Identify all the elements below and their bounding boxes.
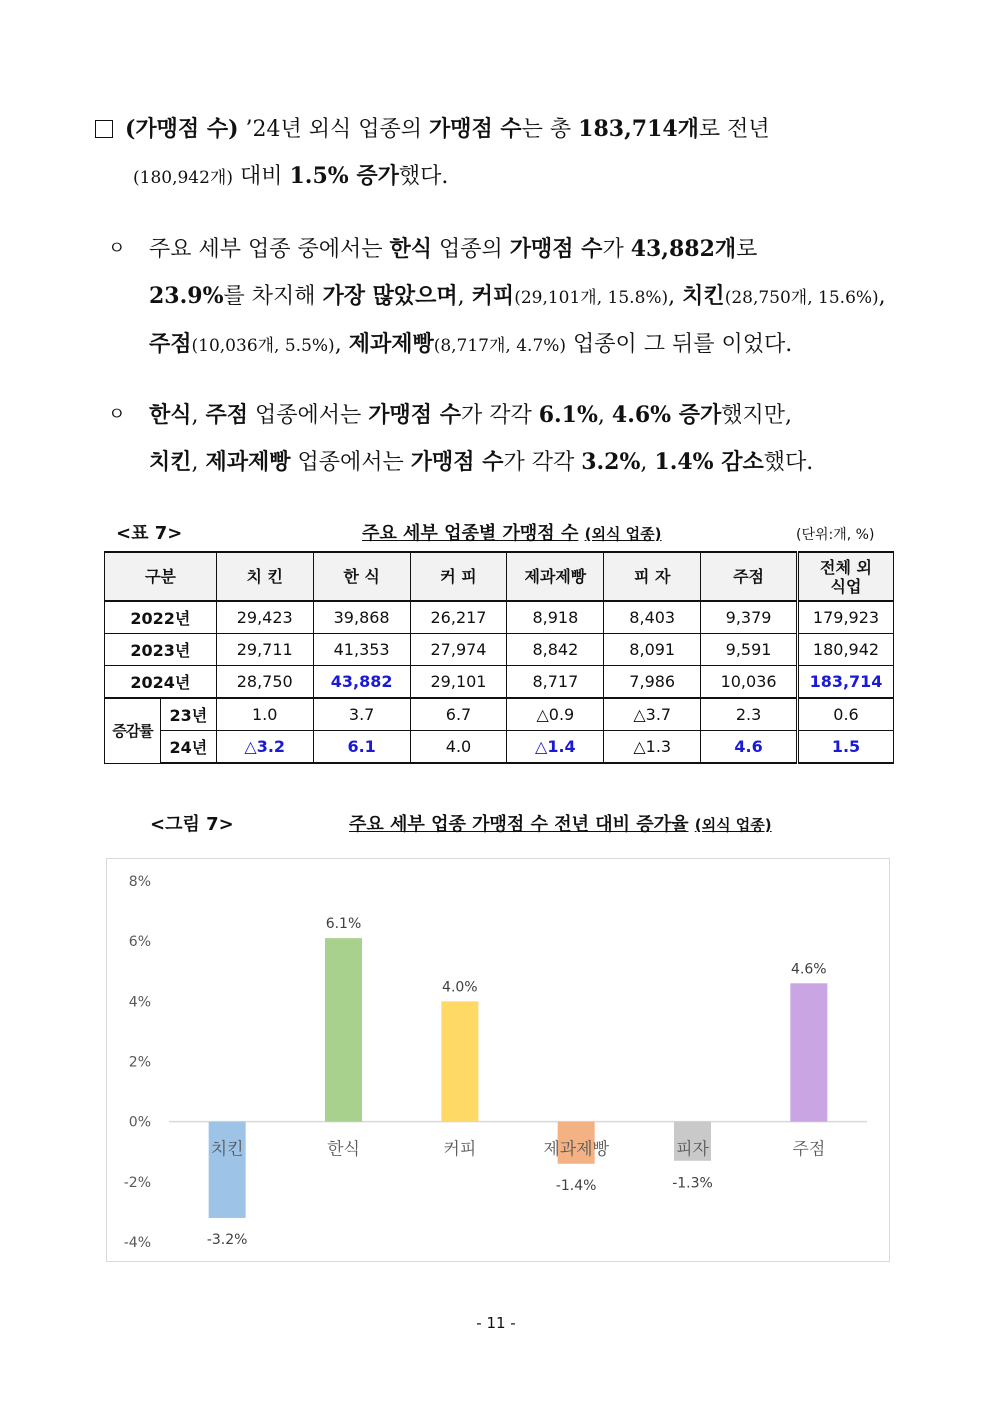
y-tick-label: 8% [128,874,151,890]
table-unit: (단위:개, %) [796,527,875,543]
header-cell: 커 피 [410,552,507,601]
category-label: 주점 [792,1139,826,1160]
data-label: 4.6% [791,961,827,978]
data-label: -1.4% [555,1177,597,1194]
growth-label: 증감률 [105,698,161,763]
table-label: <표 7> [116,523,183,544]
header-cell: 한 식 [313,552,410,601]
y-tick-label: 4% [128,994,151,1011]
table-row: 2024년 28,750 43,882 29,101 8,717 7,986 10,036 183,714 [105,666,894,699]
bullet1-text: 주요 세부 업종 중에서는 한식 업종의 가맹점 수가 43,882개로 23.9%를 차지해 가장 많았으며, 커피(29,101개, 15.8%), 치킨(28,750개, 15.6%), 주점(10,036개, 5.5%), 제과제빵(8,717개, 4.7%) 업종이 그 뒤를 이었다. [149,236,886,357]
growth-rate-chart-svg [107,859,889,1261]
page-number: - 11 - [476,1314,516,1332]
growth-rate-chart [106,858,890,1262]
category-label: 치킨 [210,1139,244,1160]
table-row: 증감률 23년 1.0 3.7 6.7 △0.9 △3.7 2.3 0.6 [105,698,894,731]
table-row: 24년 △3.2 6.1 4.0 △1.4 △1.3 4.6 1.5 [105,731,894,764]
bullet-circle-icon: ㅇ [108,238,126,259]
data-label: 4.0% [442,979,478,996]
bar-한식 [325,938,362,1122]
checkbox-square-icon [95,120,113,138]
bar-주점 [790,983,827,1121]
data-label: 6.1% [325,916,362,933]
figure-label: <그림 7> [150,814,234,835]
y-tick-label: 2% [128,1054,151,1071]
header-cell: 주점 [701,552,798,601]
header-cell: 구분 [105,552,217,601]
figure-title: 주요 세부 업종 가맹점 수 전년 대비 증가율 (외식 업종) [349,814,772,835]
category-label: 제과제빵 [543,1139,610,1160]
table-header-row [105,552,894,601]
y-tick-label: 0% [128,1114,151,1131]
table-row: 2022년 29,423 39,868 26,217 8,918 8,403 9,379 179,923 [105,601,894,634]
table-title: 주요 세부 업종별 가맹점 수 (외식 업종) [362,523,662,544]
y-tick-label: -2% [123,1174,151,1191]
header-cell: 피 자 [604,552,701,601]
bullet-growth-decline [108,392,900,486]
bullet-circle-icon: ㅇ [108,404,126,425]
header-cell: 제과제빵 [507,552,604,601]
bullet2-text: 한식, 주점 업종에서는 가맹점 수가 각각 6.1%, 4.6% 증가했지만, 치킨, 제과제빵 업종에서는 가맹점 수가 각각 3.2%, 1.4% 감소했다. [149,402,814,475]
bar-치킨 [209,1122,246,1218]
table-row: 2023년 29,711 41,353 27,974 8,842 8,091 9,591 180,942 [105,634,894,666]
data-label: -1.3% [672,1175,713,1192]
y-tick-label: 6% [128,934,151,951]
category-label: 한식 [327,1139,360,1160]
para1-head: (가맹점 수) [125,116,239,142]
y-tick-label: -4% [123,1235,151,1251]
franchise-count-table [104,551,894,764]
bullet-major-sectors [108,226,900,369]
header-cell: 치 킨 [216,552,313,601]
bar-커피 [441,1001,478,1121]
category-label: 커피 [443,1139,477,1160]
paragraph-franchise-count: (가맹점 수) ’24년 외식 업종의 가맹점 수는 총 183,714개로 전년 (180,942개) 대비 1.5% 증가했다. [95,106,900,201]
data-label: -3.2% [206,1231,248,1248]
header-cell: 전체 외식업 [798,552,894,601]
category-label: 피자 [676,1139,709,1160]
